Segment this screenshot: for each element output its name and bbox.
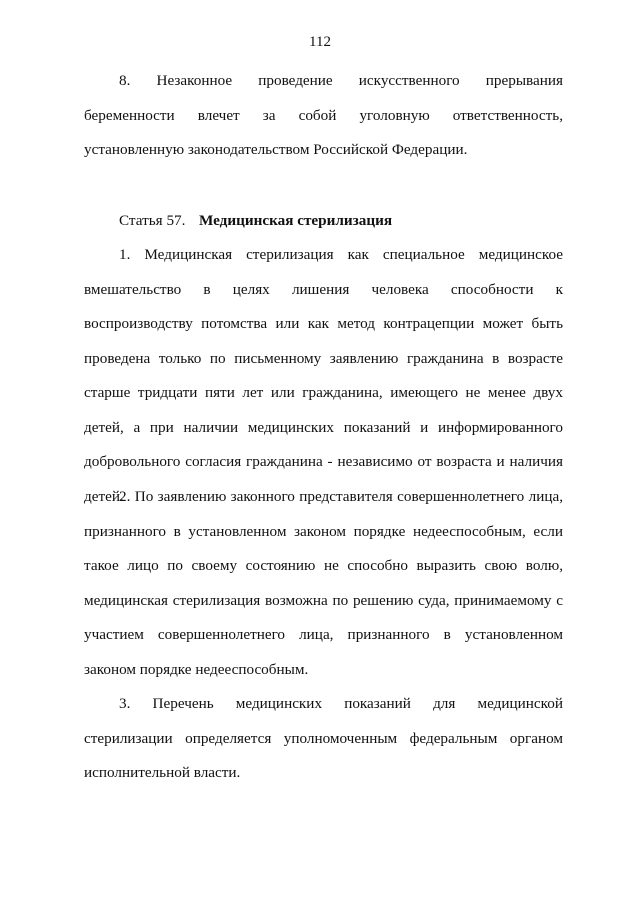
article-heading	[119, 204, 392, 239]
paragraph-2: 2. По заявлению законного представителя совершеннолетнего лица, признанного в установленном законом порядке недееспособным, если такое лицо по своему состоянию не способно выразить свою волю, медицинская стерилизация возможна по решению суда, принимаемому с участием совершеннолетнего лица, признанного в установленном законом порядке недееспособным.	[84, 488, 563, 678]
paragraph-item-8: 8. Незаконное проведение искусственного прерывания беременности влечет за собой уголовную ответственность, установленную законодательством Российской Федерации.	[84, 72, 563, 158]
page-number: 112	[309, 34, 331, 50]
paragraph-1: 1. Медицинская стерилизация как специальное медицинское вмешательство в целях лишения человека способности к воспроизводству потомства или как метод контрацепции может быть проведена только по письменному заявлению гражданина в возрасте старше тридцати пяти лет или гражданина, имеющего не менее двух детей, а при наличии медицинских показаний и информированного добровольного согласия гражданина - независимо от возраста и наличия детей.	[84, 246, 563, 505]
article-title: Медицинская стерилизация	[199, 212, 393, 229]
article-number: Статья 57.	[119, 212, 186, 229]
paragraph-3: 3. Перечень медицинских показаний для медицинской стерилизации определяется уполномоченным федеральным органом исполнительной власти.	[84, 695, 563, 781]
